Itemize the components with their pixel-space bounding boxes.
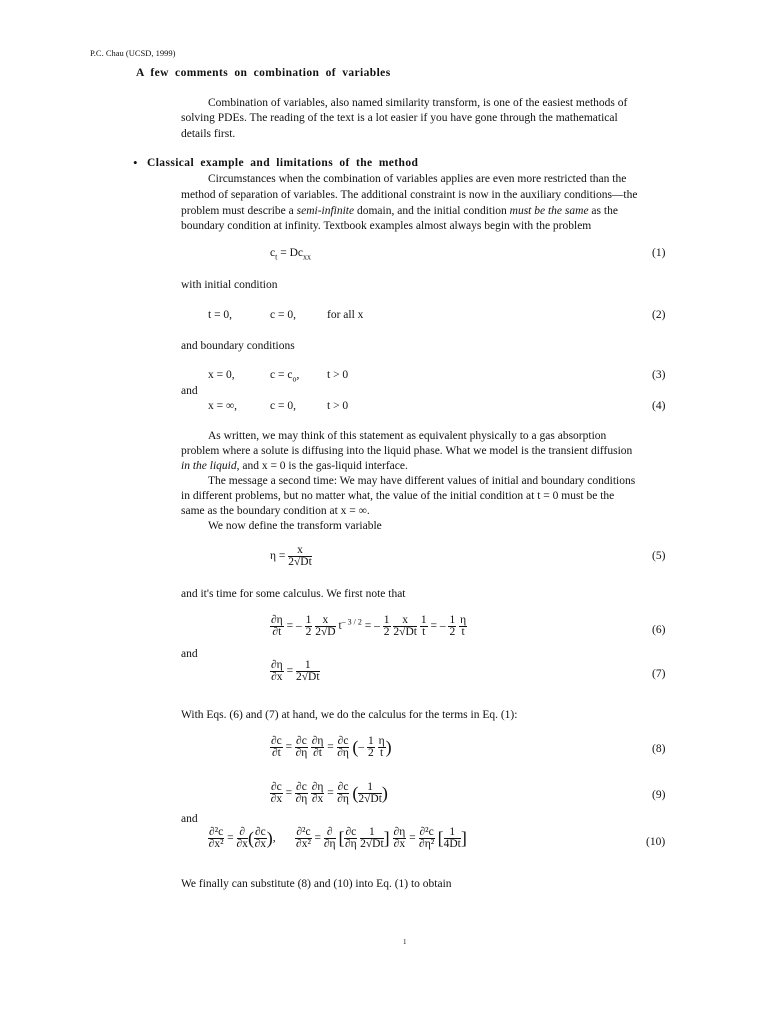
para1-line-2: method of separation of variables. The additional constraint is now in the auxiliary conditions—the — [181, 189, 638, 201]
eq3-c: $c = c_o$, — [270, 369, 300, 384]
running-header: P.C. Chau (UCSD, 1999) — [90, 48, 176, 58]
equation-number-6: (6) — [652, 624, 666, 636]
equation-8: $\frac{\partial c}{\partial t}$ = $\frac{\partial c}{\partial\eta}$ $\frac{\partial\eta}{\partial t}$ = $\frac{\partial c}{\partial\eta}$ (– $\frac{1}{2}$ $\frac{\eta}{t}$ ) — [271, 735, 392, 759]
section-bullet: • — [133, 155, 138, 170]
para3-line-1: The message a second time: We may have different values of initial and boundary conditions — [208, 475, 636, 487]
eq4-c: c = 0, — [270, 400, 296, 412]
page-number: 1 — [403, 938, 407, 946]
equation-7: $\frac{\partial\eta}{\partial x}$ = $\frac{1}{2√Dt}$ — [271, 659, 320, 683]
equation-10: $\frac{\text{∂²c}}{\text{∂x²}}$ = $\frac{\partial}{\partial x}$ ( $\frac{\partial c}{\partial x}$ ), $\frac{\text{∂²c}}{\text{∂x²}}$ = $\frac{\partial}{\partial\eta}$ [ $\frac{\partial c}{\partial\eta}$ $\frac{1}{2√Dt}$ ] $\frac{\partial\eta}{\partial x}$ = $\frac{\text{∂²c}}{\text{∂η²}}$ [ $\frac{1}{4Dt}$ ] — [208, 826, 467, 850]
para1-line-4: boundary condition at infinity. Textbook examples almost always begin with the problem — [181, 220, 592, 232]
intro-line-3: details first. — [181, 128, 236, 140]
eq2-c: c = 0, — [270, 309, 296, 321]
para2-line-2: problem where a solute is diffusing into the liquid phase. What we model is the transient diffusion — [181, 445, 633, 457]
equation-number-2: (2) — [652, 309, 666, 321]
equation-1: $c_t = Dc_{xx}$ — [270, 247, 311, 262]
para1-line-1: Circumstances when the combination of variables applies are even more restricted than the — [208, 173, 627, 185]
intro-line-1: Combination of variables, also named similarity transform, is one of the easiest methods of — [208, 97, 628, 109]
equation-number-1: (1) — [652, 247, 666, 259]
eq4-t: t > 0 — [327, 400, 349, 412]
page-title: A few comments on combination of variables — [136, 67, 391, 79]
calculus-line: and it's time for some calculus. We first note that — [181, 588, 406, 600]
para2-line-3: in the liquid, and x = 0 is the gas-liquid interface. — [181, 460, 408, 472]
para2-line-1: As written, we may think of this statement as equivalent physically to a gas absorption — [208, 430, 607, 442]
and-word-2: and — [181, 648, 198, 660]
equation-number-4: (4) — [652, 400, 666, 412]
equation-9: $\frac{\partial c}{\partial x}$ = $\frac{\partial c}{\partial\eta}$ $\frac{\partial\eta}{\partial x}$ = $\frac{\partial c}{\partial\eta}$ ( $\frac{1}{2√Dt}$ ) — [270, 781, 388, 805]
eq2-t: t = 0, — [208, 309, 233, 321]
equation-number-5: (5) — [652, 550, 666, 562]
equation-number-3: (3) — [652, 369, 666, 381]
para3-line-3: same as the boundary condition at x = ∞. — [181, 505, 370, 517]
with-initial-condition: with initial condition — [181, 279, 278, 291]
final-line: We finally can substitute (8) and (10) into Eq. (1) to obtain — [181, 878, 452, 890]
define-line: We now define the transform variable — [208, 520, 382, 532]
section-heading: Classical example and limitations of the method — [147, 157, 419, 169]
intro-line-2: solving PDEs. The reading of the text is a lot easier if you have gone through the mathematical — [181, 112, 618, 124]
equation-5: η = $\frac{x}{2√Dt}$ — [270, 544, 312, 568]
equation-number-8: (8) — [652, 743, 666, 755]
with-eqs-line: With Eqs. (6) and (7) at hand, we do the calculus for the terms in Eq. (1): — [181, 709, 518, 721]
para1-line-3: problem must describe a semi-infinite domain, and the initial condition must be the same as the — [181, 205, 618, 217]
equation-number-9: (9) — [652, 789, 666, 801]
equation-number-7: (7) — [652, 668, 666, 680]
and-word-1: and — [181, 385, 198, 397]
equation-number-10: (10) — [646, 836, 666, 848]
and-boundary-conditions: and boundary conditions — [181, 340, 295, 352]
and-word-3: and — [181, 813, 198, 825]
para3-line-2: in different problems, but no matter what, the value of the initial condition at t = 0 must be the — [181, 490, 615, 502]
eq3-x: x = 0, — [208, 369, 235, 381]
eq3-t: t > 0 — [327, 369, 349, 381]
eq2-x: for all x — [327, 309, 364, 321]
eq4-x: x = ∞, — [208, 400, 238, 412]
equation-6: $\frac{\partial\eta}{\partial t}$ = – $\frac{1}{2}$ $\frac{x}{2√D}$ $t^{- 3 / 2}$ = – $\frac{1}{2}$ $\frac{x}{2√Dt}$ $\frac{1}{t}$ = – $\frac{1}{2}$ $\frac{\eta}{t}$ — [271, 614, 467, 638]
